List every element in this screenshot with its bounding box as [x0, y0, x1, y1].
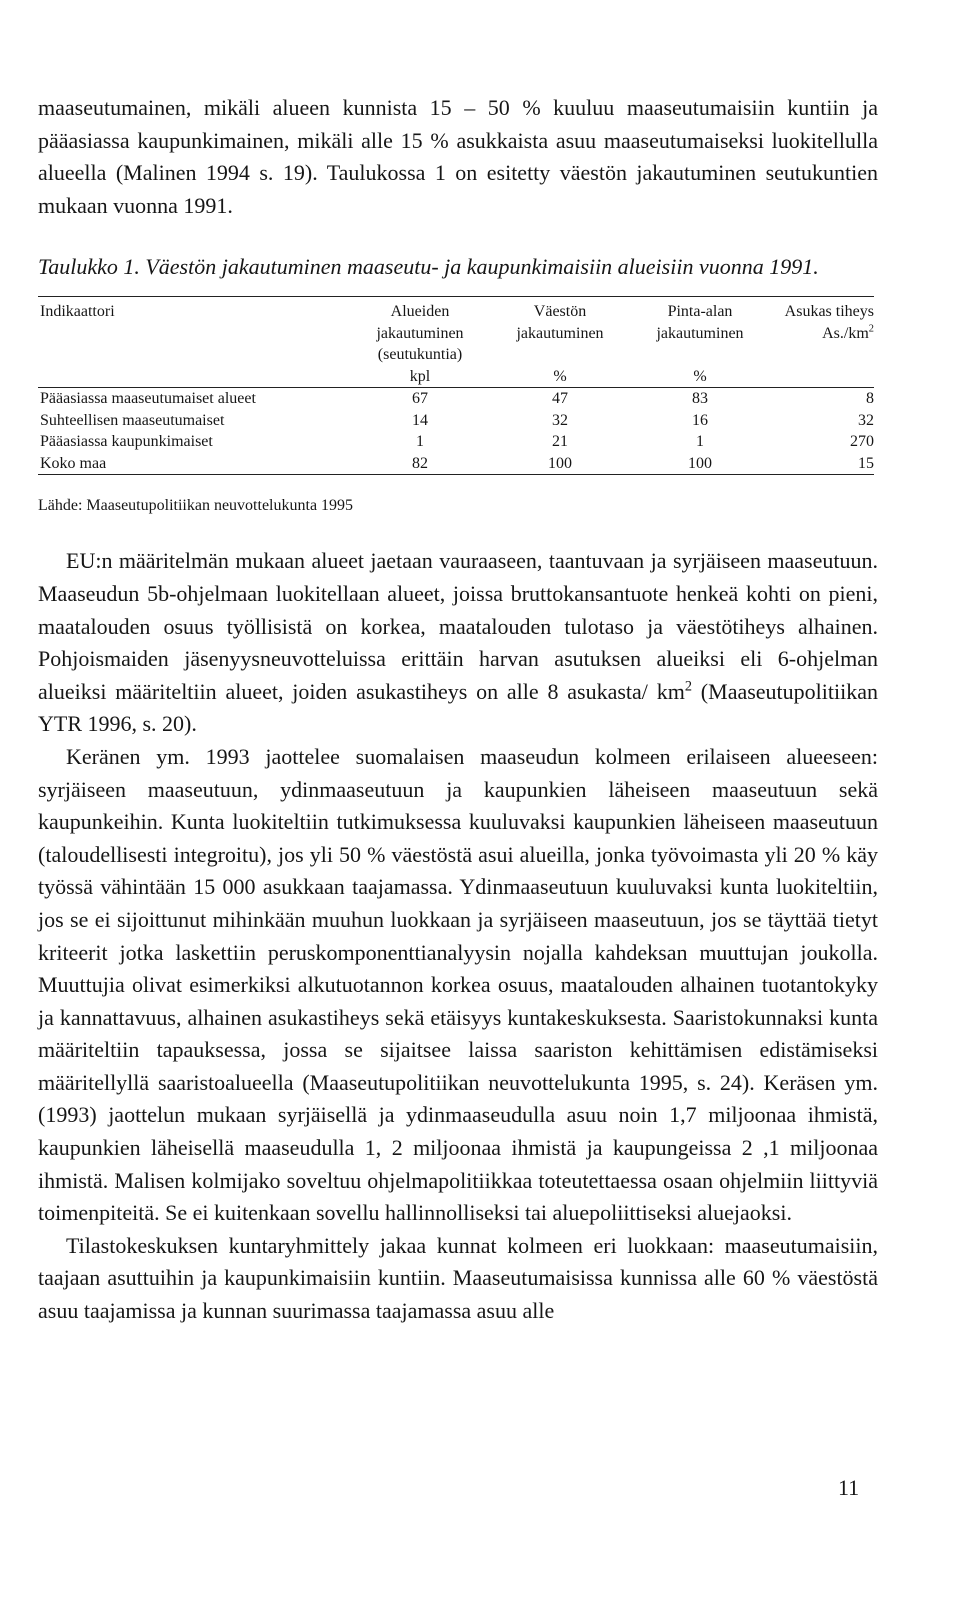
table-caption: Taulukko 1. Väestön jakautuminen maaseutu- ja kaupunkimaisiin alueisiin vuonna 1991. [38, 254, 819, 280]
header-indicator: Indikaattori [40, 303, 115, 321]
header-population: Väestön jakautuminen [516, 303, 604, 342]
body-paragraph-3: Tilastokeskuksen kuntaryhmittely jakaa kunnat kolmeen eri luokkaan: maaseutumaisiin, taajaan asuttuihin ja kaupunkimaisiin kuntiin. Maaseutumaisissa kunnissa alle 60 % väestöstä asuu taajamissa ja kunnan suurimassa taajamassa asuu alle [38, 1232, 878, 1324]
header-areas: Alueiden jakautuminen (seutukuntia) [376, 303, 464, 364]
table-row-total: Koko maa 82 100 100 15 [40, 454, 874, 472]
intro-paragraph: maaseutumainen, mikäli alueen kunnista 15 – 50 % kuuluu maaseutumaisiin kuntiin ja pääasiassa kaupunkimainen, mikäli alle 15 % asukkaista asuu maaseutumaiseksi luokitellulla alueella (Malinen 1994 s. 19). Taulukossa 1 on esitetty väestön jakautuminen seutukuntien mukaan vuonna 1991. [38, 95, 878, 218]
body-paragraph-1: EU:n määritelmän mukaan alueet jaetaan vauraaseen, taantuvaan ja syrjäiseen maaseutuun. Maaseudun 5b-ohjelmaan luokitellaan alueet, joissa bruttokansantuote henkeä kohti on pieni, maatalouden osuus työllisistä on korkea, maatalouden tulotaso ja väestötiheys alhainen. Pohjoismaiden jäsenyysneuvotteluissa erittäin harvan asutuksen alueiksi eli 6-ohjelman alueiksi määriteltiin alueet, joiden asukastiheys on alle 8 asukasta/ $km^2$ (Maaseutupolitiikan YTR 1996, s. 20). [38, 548, 878, 737]
unit-areas: kpl [409, 367, 431, 385]
header-surface: Pinta-alan jakautuminen [656, 303, 744, 342]
table-source: Lähde: Maaseutupolitiikan neuvottelukunta 1995 [38, 497, 354, 515]
unit-surface: % [693, 367, 707, 385]
document-page [38, 92, 878, 1328]
population-table [38, 296, 874, 475]
table-row: Suhteellisen maaseutumaiset 14 32 16 32 [40, 411, 874, 429]
body-paragraph-2: Keränen ym. 1993 jaottelee suomalaisen maaseudun kolmeen erilaiseen alueeseen: syrjäiseen maaseutuun, ydinmaaseutuun ja kaupunkien läheiseen maaseutuun sekä kaupunkeihin. Kunta luokiteltiin tutkimuksessa kuuluvaksi kaupunkien läheiseen maaseutuun (taloudellisesti integroitu), jos yli 50 % väestöstä asui alueilla, jonka työvoimasta yli 20 % käy työssä vähintään 15 000 asukkaan taajamassa. Ydinmaaseutuun kuuluvaksi kunta luokiteltiin, jos se ei sijoittunut mihinkään muuhun luokkaan ja syrjäiseen maaseutuun, jos se täyttää tietyt kriteerit jotka laskettiin peruskomponenttianalyysin nojalla kahdeksan muuttujan joukolla. Muuttujia olivat esimerkiksi alkutuotannon korkea osuus, maatalouden alhainen tuotantokyky ja kannattavuus, alhainen asukastiheys sekä etäisyys kuntakeskuksesta. Saaristokunnaksi kunta määriteltiin tapauksessa, jossa se sijaitsee laissa saariston kehittämisen edistämiseksi määritellyllä saaristoalueella (Maaseutupolitiikan neuvottelukunta 1995, s. 24). Keräsen ym. (1993) jaottelun mukaan syrjäisellä ja ydinmaaseudulla asuu noin 1,7 miljoonaa ihmistä, kaupunkien läheisellä maaseudulla 1, 2 miljoonaa ihmistä ja kaupungeissa 2 ,1 miljoonaa ihmistä. Malisen kolmijako soveltuu ohjelmapolitiikkaa toteutettaessa osaan ohjelmiin liittyviä toimenpiteitä. Se ei kuitenkaan sovellu hallinnolliseksi tai aluepoliittiseksi aluejaoksi. [38, 743, 878, 1226]
header-density: Asukas tiheys $As./km^2$ [784, 303, 874, 342]
table-row: Pääasiassa kaupunkimaiset 1 21 1 270 [40, 433, 874, 451]
table-units-row [38, 366, 874, 389]
unit-population: % [553, 367, 567, 385]
table-row: Pääasiassa maaseutumaiset alueet 67 47 83 8 [40, 390, 874, 408]
page-number: 11 [838, 1475, 860, 1500]
table-header-row [38, 297, 874, 366]
